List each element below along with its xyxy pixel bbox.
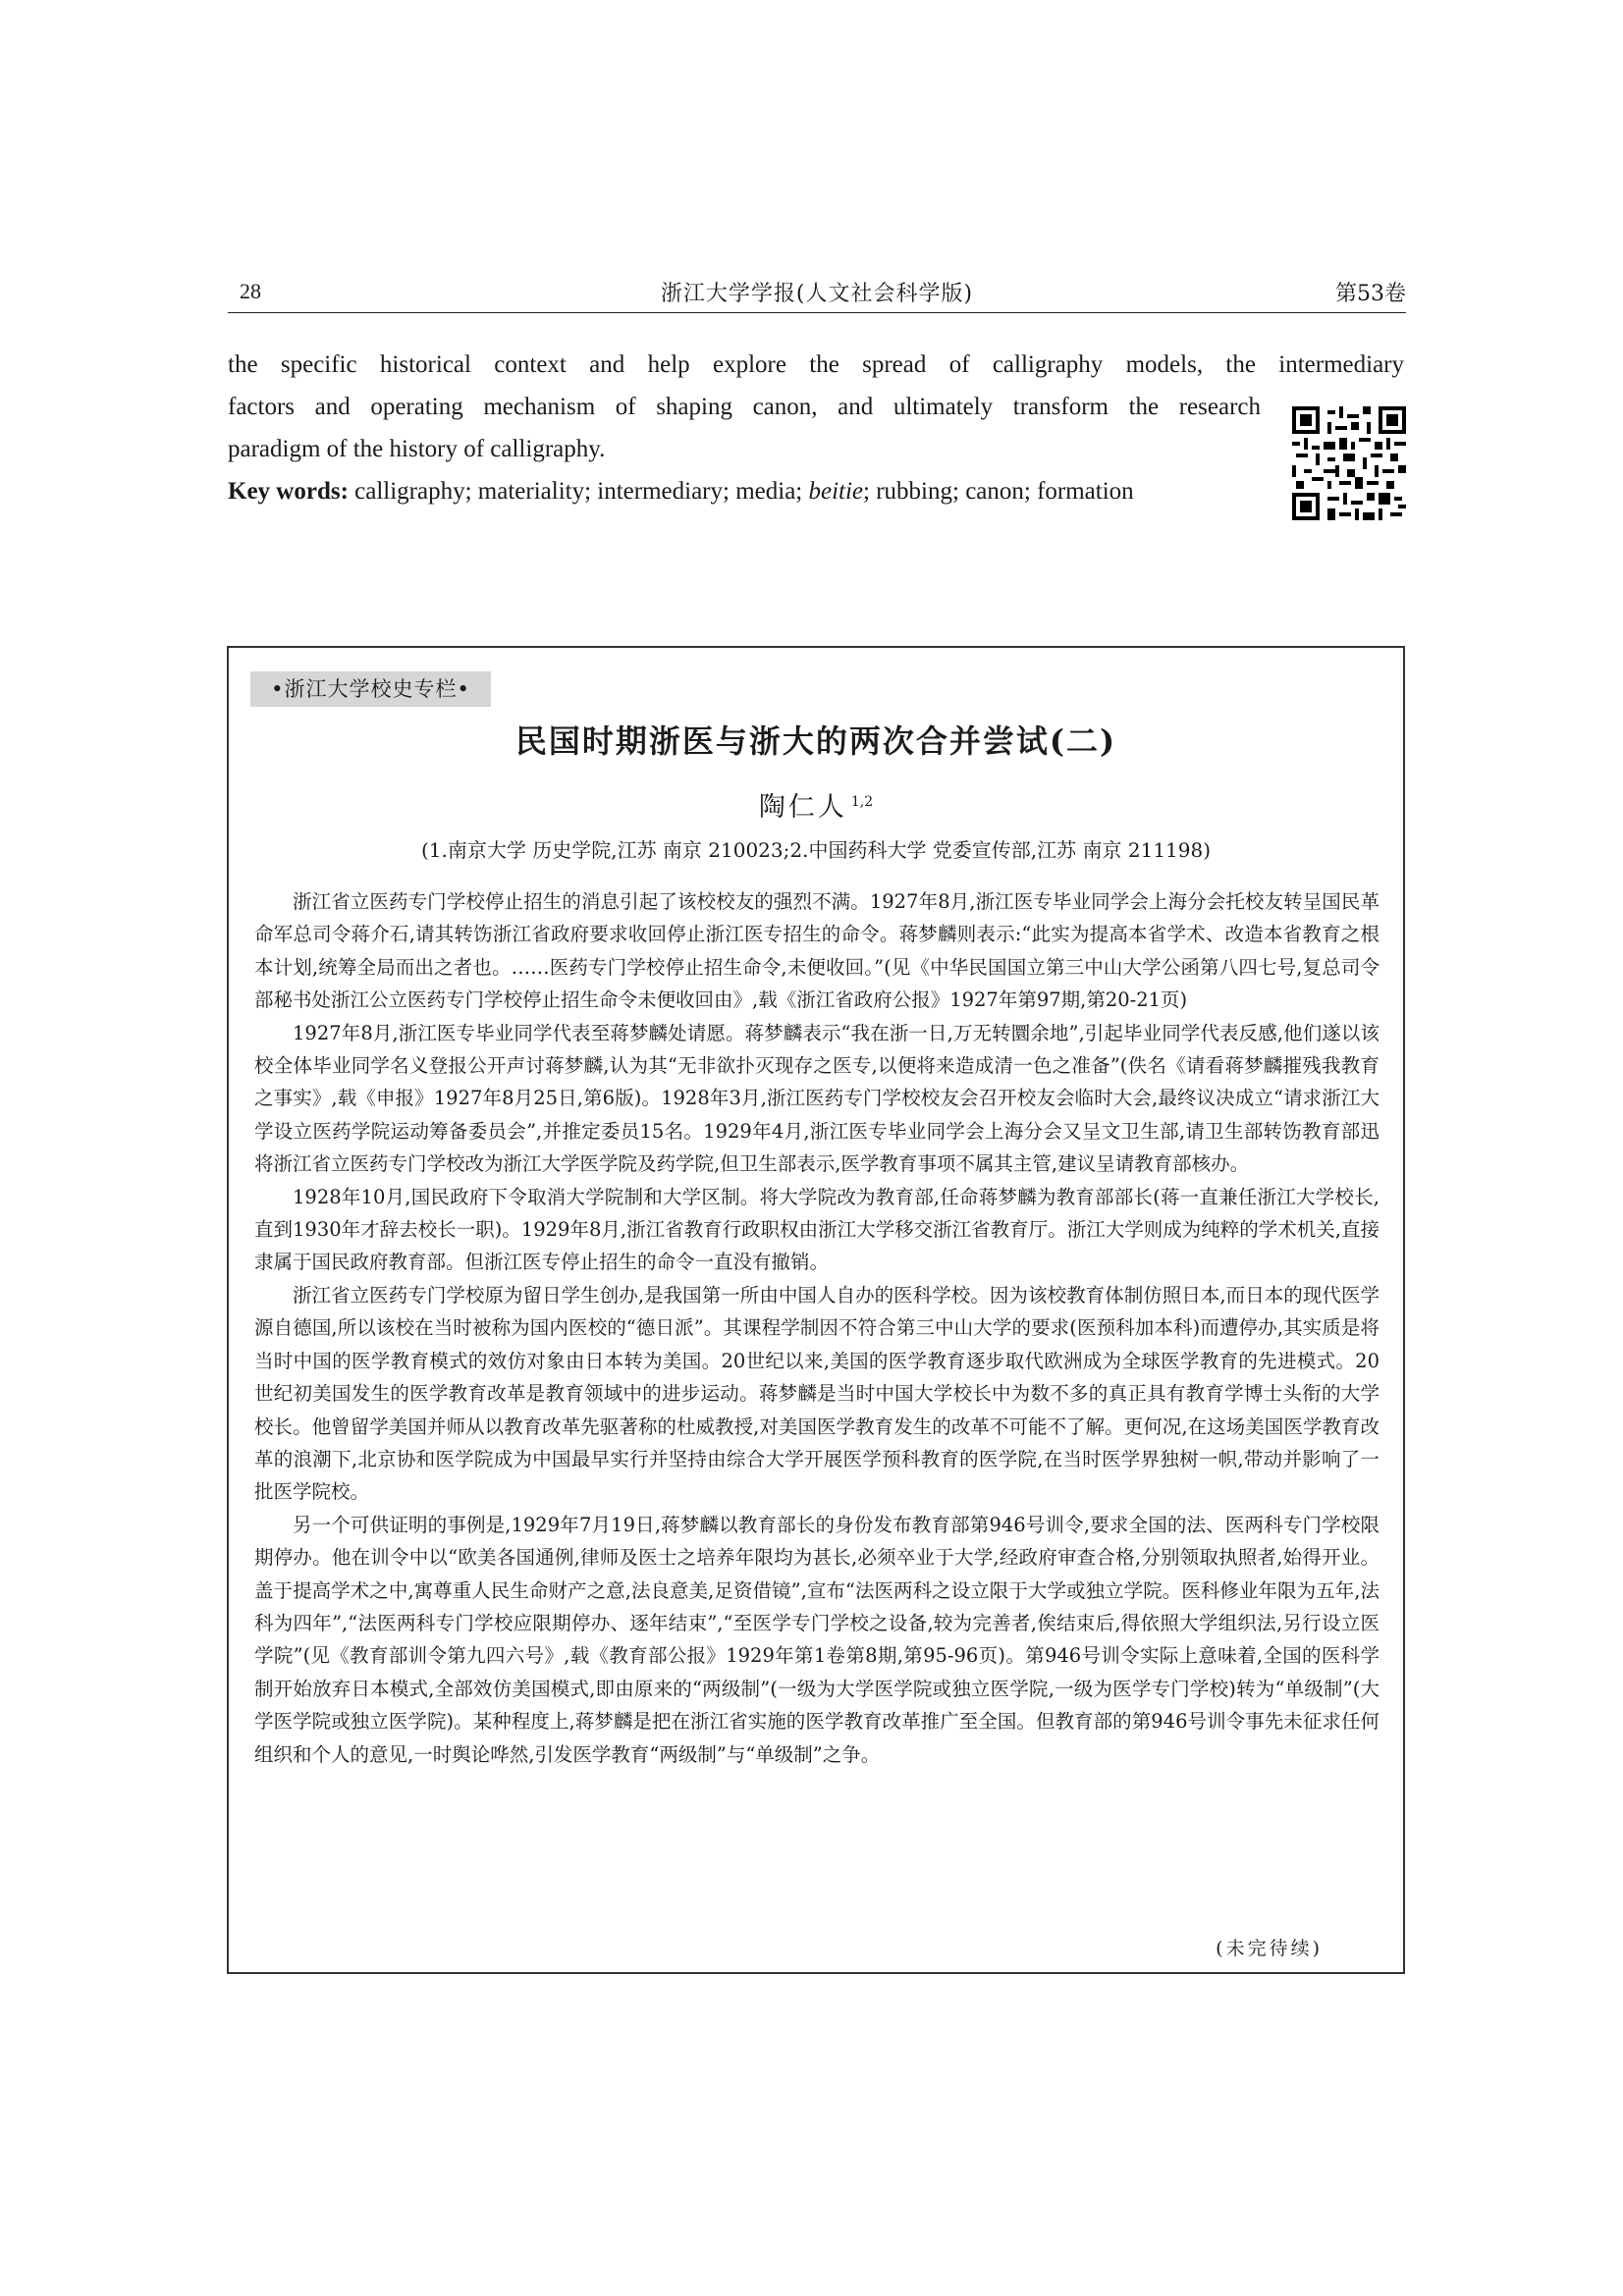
running-header: [228, 273, 1406, 313]
keywords-text-a: calligraphy; materiality; intermediary; media;: [348, 478, 809, 505]
column-tag: •浙江大学校史专栏•: [250, 671, 491, 707]
author-line: [229, 785, 1403, 824]
paragraph: 1927年8月,浙江医专毕业同学代表至蒋梦麟处请愿。蒋梦麟表示“我在浙一日,万无转圜余地”,引起毕业同学代表反感,他们遂以该校全体毕业同学名义登报公开声讨蒋梦麟,认为其“无非欲扑灭现存之医专,以便将来造成清一色之准备”(佚名《请看蒋梦麟摧残我教育之事实》,载《申报》1927年8月25日,第6版)。1928年3月,浙江医药专门学校校友会召开校友会临时大会,最终议决成立“请求浙江大学设立医药学院运动筹备委员会”,并推定委员15名。1929年4月,浙江医专毕业同学会上海分会又呈文卫生部,请卫生部转饬教育部迅将浙江省立医药专门学校改为浙江大学医学院及药学院,但卫生部表示,医学教育事项不属其主管,建议呈请教育部核办。: [254, 1021, 1380, 1176]
english-abstract: [228, 344, 1404, 512]
affiliation: (1.南京大学 历史学院,江苏 南京 210023;2.中国药科大学 党委宣传部,江苏 南京 211198): [420, 838, 1212, 862]
keywords: [228, 470, 1261, 512]
paragraph: 浙江省立医药专门学校停止招生的消息引起了该校校友的强烈不满。1927年8月,浙江医专毕业同学会上海分会托校友转呈国民革命军总司令蒋介石,请其转饬浙江省政府要求收回停止浙江医专招生的命令。蒋梦麟则表示:“此实为提高本省学术、改造本省教育之根本计划,统筹全局而出之者也。……医药专门学校停止招生命令,未便收回。”(见《中华民国国立第三中山大学公函第八四七号,复总司令部秘书处浙江公立医药专门学校停止招生命令未便收回由》,载《浙江省政府公报》1927年第97期,第20-21页): [254, 890, 1380, 1012]
page-number: 28: [240, 279, 261, 303]
author-name: 陶仁人: [758, 792, 847, 823]
volume-label: 第53卷: [1335, 282, 1406, 306]
article-title: 民国时期浙医与浙大的两次合并尝试(二): [514, 722, 1117, 760]
abstract-line-1: the specific historical context and help explore the spread of calligraphy models, the intermediary: [228, 351, 1404, 378]
paragraph: 1928年10月,国民政府下令取消大学院制和大学区制。将大学院改为教育部,任命蒋梦麟为教育部部长(蒋一直兼任浙江大学校长,直到1930年才辞去校长一职)。1929年8月,浙江省教育行政职权由浙江大学移交浙江省教育厅。浙江大学则成为纯粹的学术机关,直接隶属于国民政府教育部。但浙江医专停止招生的命令一直没有撤销。: [254, 1185, 1380, 1274]
article-body: [254, 885, 1380, 1771]
qr-code-icon: [1292, 406, 1406, 520]
keywords-italic: beitie: [808, 478, 864, 505]
paragraph: 另一个可供证明的事例是,1929年7月19日,蒋梦麟以教育部长的身份发布教育部第946号训令,要求全国的法、医两科专门学校限期停办。他在训令中以“欧美各国通例,律师及医士之培养年限均为甚长,必须卒业于大学,经政府审查合格,分别领取执照者,始得开业。盖于提高学术之中,寓尊重人民生命财产之意,法良意美,足资借镜”,宣布“法医两科之设立限于大学或独立学院。医科修业年限为五年,法科为四年”,“法医两科专门学校应限期停办、逐年结束”,“至医学专门学校之设备,较为完善者,俟结束后,得依照大学组织法,另行设立医学院”(见《教育部训令第九四六号》,载《教育部公报》1929年第1卷第8期,第95-96页)。第946号训令实际上意味着,全国的医科学制开始放弃日本模式,全部效仿美国模式,即由原来的“两级制”(一级为大学医学院或独立医学院,一级为医学专门学校)转为“单级制”(大学医学院或独立医学院)。某种程度上,蒋梦麟是把在浙江省实施的医学教育改革推广至全国。但教育部的第946号训令事先未征求任何组织和个人的意见,一时舆论哗然,引发医学教育“两级制”与“单级制”之争。: [254, 1513, 1380, 1766]
paragraph: 浙江省立医药专门学校原为留日学生创办,是我国第一所由中国人自办的医科学校。因为该校教育体制仿照日本,而日本的现代医学源自德国,所以该校在当时被称为国内医校的“德日派”。其课程学制因不符合第三中山大学的要求(医预科加本科)而遭停办,其实质是将当时中国的医学教育模式的效仿对象由日本转为美国。20世纪以来,美国的医学教育逐步取代欧洲成为全球医学教育的先进模式。20世纪初美国发生的医学教育改革是教育领域中的进步运动。蒋梦麟是当时中国大学校长中为数不多的真正具有教育学博士头衔的大学校长。他曾留学美国并师从以教育改革先驱著称的杜威教授,对美国医学教育发生的改革不可能不了解。更何况,在这场美国医学教育改革的浪潮下,北京协和医学院成为中国最早实行并坚持由综合大学开展医学预科教育的医学院,在当时医学界独树一帜,带动并影响了一批医学院校。: [254, 1283, 1380, 1504]
keywords-label: Key words:: [228, 478, 349, 505]
keywords-text-b: ; rubbing; canon; formation: [863, 478, 1134, 505]
author-superscript: 1,2: [850, 794, 874, 810]
abstract-line-2: factors and operating mechanism of shaping canon, and ultimately transform the research: [228, 394, 1261, 420]
journal-title: 浙江大学学报(人文社会科学版): [660, 282, 974, 306]
column-box: [227, 646, 1405, 1974]
to-be-continued: (未完待续): [1216, 1938, 1323, 1959]
abstract-line-3: paradigm of the history of calligraphy.: [228, 436, 606, 462]
